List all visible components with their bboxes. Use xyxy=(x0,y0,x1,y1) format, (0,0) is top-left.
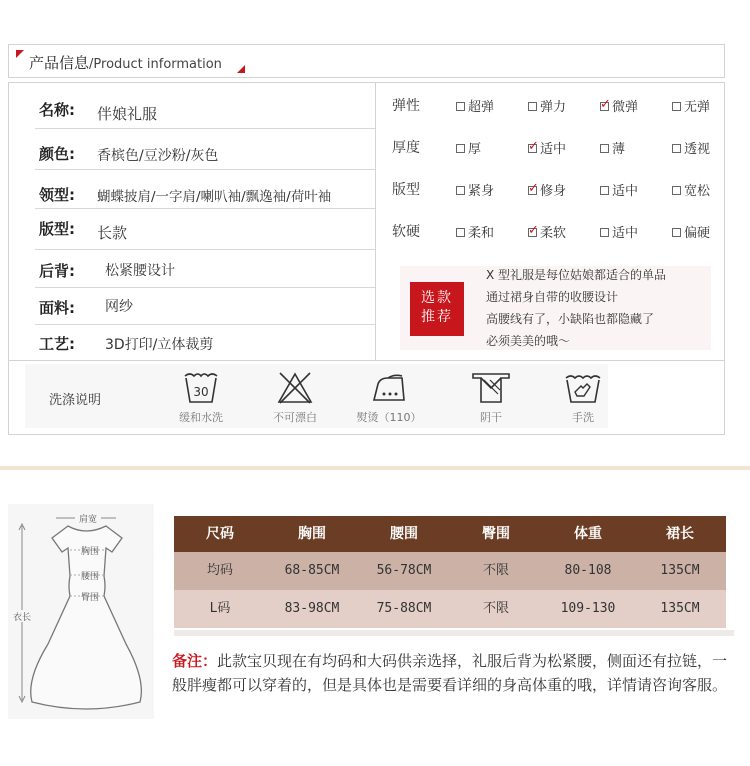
dress-label-length: 衣长 xyxy=(12,613,32,623)
size-cell: 135CM xyxy=(660,601,700,616)
attr-option-checked xyxy=(528,222,566,241)
size-header-cell: 胸围 xyxy=(298,526,326,542)
size-cell: 135CM xyxy=(660,563,700,578)
info-label: 工艺: xyxy=(39,335,75,353)
attr-option xyxy=(456,96,494,115)
size-cell: 不限 xyxy=(482,563,509,578)
attr-label: 软硬 xyxy=(392,224,420,240)
attr-option-label: 柔软 xyxy=(540,226,567,241)
size-cell: L码 xyxy=(209,601,231,616)
checkbox-icon xyxy=(672,102,681,111)
no-bleach-icon xyxy=(276,370,314,406)
attr-option xyxy=(456,180,494,199)
size-cell: 不限 xyxy=(482,601,509,616)
size-cell: 109-130 xyxy=(560,601,616,616)
attr-option-label: 无弹 xyxy=(684,100,711,115)
size-table-header xyxy=(174,516,726,552)
attr-option xyxy=(456,222,494,241)
attr-label: 厚度 xyxy=(392,140,420,156)
attr-option xyxy=(456,138,481,157)
product-info-header xyxy=(8,44,725,78)
size-table xyxy=(174,516,726,628)
checkbox-checked-icon xyxy=(528,228,537,237)
size-note xyxy=(172,649,732,697)
wash-item-label: 阴干 xyxy=(480,411,502,424)
info-row-color xyxy=(35,129,375,170)
size-cell: 80-108 xyxy=(564,563,612,578)
recommend-line: X 型礼服是每位姑娘都适合的单品 xyxy=(486,268,667,282)
attr-option-label: 适中 xyxy=(540,142,567,157)
size-cell: 75-88CM xyxy=(376,601,432,616)
wash-item xyxy=(451,370,531,425)
recommend-box xyxy=(400,266,711,350)
attr-option-checked xyxy=(528,138,566,157)
info-label: 后背: xyxy=(39,262,75,280)
wash-instructions xyxy=(8,361,725,435)
checkbox-icon xyxy=(600,228,609,237)
size-table-row xyxy=(174,590,726,628)
checkbox-icon xyxy=(456,186,465,195)
wash-item-label: 熨烫（110） xyxy=(356,411,422,424)
info-value: 长款 xyxy=(97,224,128,242)
size-cell: 68-85CM xyxy=(284,563,340,578)
checkbox-icon xyxy=(456,228,465,237)
size-header-cell: 裙长 xyxy=(666,526,694,542)
attr-option xyxy=(672,96,710,115)
recommend-line: 通过裙身自带的收腰设计 xyxy=(486,290,619,304)
attr-option-label: 紧身 xyxy=(468,184,495,199)
size-cell: 56-78CM xyxy=(376,563,432,578)
dress-label-bust: 胸围 xyxy=(80,547,100,557)
dress-outline-icon xyxy=(8,504,154,719)
wash-item-label: 手洗 xyxy=(572,411,594,424)
wash-item xyxy=(349,370,429,425)
checkbox-icon xyxy=(672,228,681,237)
attr-option-label: 透视 xyxy=(684,142,711,157)
info-value: 网纱 xyxy=(105,299,133,315)
checkbox-icon xyxy=(600,144,609,153)
attr-label: 弹性 xyxy=(392,98,420,114)
attr-option xyxy=(528,96,566,115)
recommend-badge-line: 选款 xyxy=(421,290,453,306)
attr-option xyxy=(600,138,625,157)
section-divider xyxy=(0,466,750,470)
dress-label-hip: 臀围 xyxy=(80,593,100,603)
dress-label-shoulder: 肩宽 xyxy=(78,515,98,525)
note-text: 此款宝贝现在有均码和大码供亲选择，礼服后背为松紧腰，侧面还有拉链，一般胖瘦都可以穿着的，但是具体也是需要看详细的身高体重的哦，详情请咨询客服。 xyxy=(172,652,728,694)
attr-option xyxy=(672,222,710,241)
wash-item xyxy=(255,370,335,425)
dress-label-waist: 腰围 xyxy=(80,572,100,582)
wash-item xyxy=(543,370,623,425)
recommend-badge-line: 推荐 xyxy=(421,309,453,325)
note-label: 备注： xyxy=(172,652,218,670)
info-row-back xyxy=(35,250,375,288)
header-title xyxy=(29,52,222,73)
size-header-cell: 腰围 xyxy=(390,526,418,542)
attr-option-label: 宽松 xyxy=(684,184,711,199)
recommend-badge xyxy=(410,282,464,336)
size-header-cell: 尺码 xyxy=(206,526,234,542)
info-value: 蝴蝶披肩/一字肩/喇叭袖/飘逸袖/荷叶袖 xyxy=(97,189,332,205)
attr-option-label: 微弹 xyxy=(612,100,639,115)
attr-label: 版型 xyxy=(392,182,420,198)
wash-label: 洗涤说明 xyxy=(49,393,102,408)
info-label: 名称: xyxy=(39,101,75,119)
info-value: 松紧腰设计 xyxy=(105,263,175,279)
info-label: 颜色: xyxy=(39,145,75,163)
info-value: 香槟色/豆沙粉/灰色 xyxy=(97,148,219,164)
checkbox-icon xyxy=(672,186,681,195)
header-title-en: /Product information xyxy=(89,57,222,72)
wash-item-label: 不可漂白 xyxy=(273,411,317,424)
size-header-cell: 臀围 xyxy=(482,526,510,542)
size-header-cell: 体重 xyxy=(574,526,602,542)
size-cell: 均码 xyxy=(206,563,233,578)
checkbox-icon xyxy=(672,144,681,153)
checkbox-icon xyxy=(456,144,465,153)
wash-temperature: 30 xyxy=(193,385,209,399)
attr-row-fit xyxy=(376,167,724,209)
info-list xyxy=(35,83,375,360)
attr-option-label: 弹力 xyxy=(540,100,567,115)
attr-option xyxy=(672,180,710,199)
iron-icon xyxy=(368,370,410,406)
recommend-line: 高腰线有了，小缺陷也都隐藏了 xyxy=(486,312,655,326)
dress-measurement-diagram xyxy=(8,504,154,719)
attr-row-softness xyxy=(376,209,724,251)
hand-wash-icon xyxy=(563,370,603,406)
wash-panel xyxy=(25,364,608,428)
info-value: 伴娘礼服 xyxy=(97,105,158,123)
wash-item-label: 缓和水洗 xyxy=(179,411,223,424)
attribute-panel xyxy=(376,83,724,360)
attr-row-thickness xyxy=(376,125,724,167)
info-row-fabric xyxy=(35,288,375,325)
header-title-cn: 产品信息 xyxy=(29,54,90,72)
wash-item xyxy=(161,370,241,425)
attr-option-label: 适中 xyxy=(612,226,639,241)
corner-mark-icon xyxy=(16,50,24,58)
corner-mark-icon xyxy=(237,65,245,73)
size-table-row xyxy=(174,552,726,590)
attr-option-label: 适中 xyxy=(612,184,639,199)
attr-option-label: 修身 xyxy=(540,184,567,199)
info-row-name xyxy=(35,83,375,129)
size-cell: 83-98CM xyxy=(284,601,340,616)
attr-option-label: 厚 xyxy=(468,142,482,157)
checkbox-checked-icon xyxy=(600,102,609,111)
shade-dry-icon xyxy=(470,370,512,406)
attr-option-label: 薄 xyxy=(612,142,626,157)
attr-option xyxy=(600,180,638,199)
info-value: 3D打印/立体裁剪 xyxy=(105,337,214,353)
info-label: 版型: xyxy=(39,220,75,238)
info-label: 面料: xyxy=(39,299,75,317)
info-row-neckline xyxy=(35,170,375,209)
attr-row-elasticity xyxy=(376,83,724,125)
checkbox-checked-icon xyxy=(528,186,537,195)
checkbox-checked-icon xyxy=(528,144,537,153)
wash-30-icon xyxy=(182,370,220,406)
attr-option-checked xyxy=(600,96,638,115)
attr-option-label: 超弹 xyxy=(468,100,495,115)
info-row-craft xyxy=(35,325,375,360)
attr-option-label: 偏硬 xyxy=(684,226,711,241)
attr-option xyxy=(600,222,638,241)
attr-option-label: 柔和 xyxy=(468,226,495,241)
attr-option xyxy=(672,138,710,157)
checkbox-icon xyxy=(600,186,609,195)
attr-option-checked xyxy=(528,180,566,199)
table-underline xyxy=(174,630,734,636)
checkbox-icon xyxy=(456,102,465,111)
checkbox-icon xyxy=(528,102,537,111)
info-row-fit xyxy=(35,209,375,250)
recommend-line: 必须美美的哦～ xyxy=(486,334,571,348)
info-label: 领型: xyxy=(39,186,75,204)
product-info-table xyxy=(8,82,725,361)
